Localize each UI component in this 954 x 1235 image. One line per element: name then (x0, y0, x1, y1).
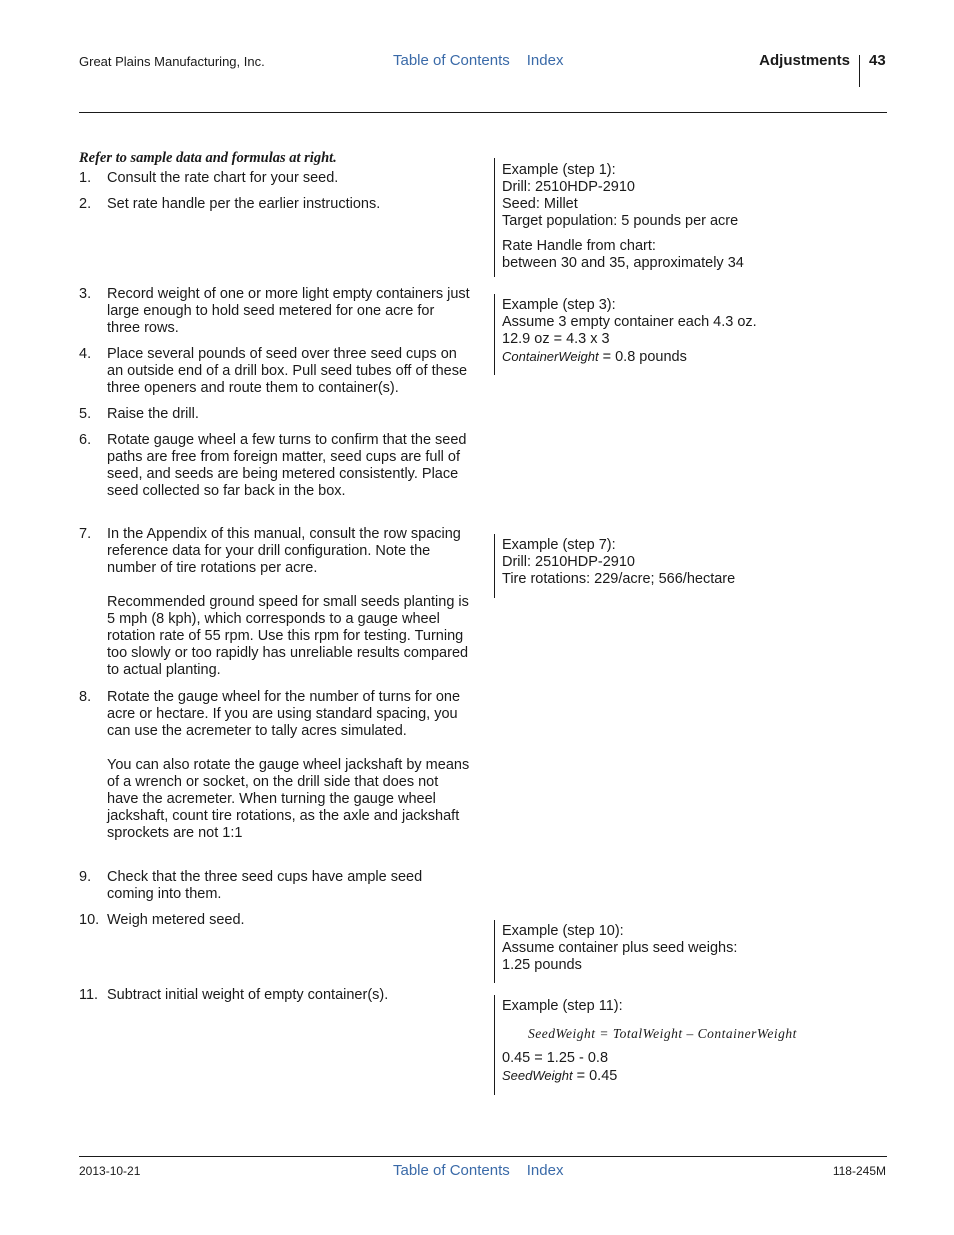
document-number: 118-245M (832, 1164, 886, 1178)
step-number: 5. (79, 406, 92, 422)
step-text: Place several pounds of seed over three seed cups on an outside end of a drill box. Pull seed tubes off of these three openers and route them to container(s). (107, 346, 468, 396)
step-text: Consult the rate chart for your seed. (107, 170, 339, 186)
example-calculation: 0.45 = 1.25 - 0.8 (502, 1050, 609, 1066)
example-rate-value: between 30 and 35, approximately 34 (502, 255, 744, 271)
step-text: Recommended ground speed for small seeds planting is 5 mph (8 kph), which corresponds to a gauge wheel rotation rate of 55 rpm. Use this rpm for testing. Turning too slowly or too rapidly has unreliable results compared to actual planting. (107, 594, 469, 678)
step-text: Record weight of one or more light empty containers just large enough to hold seed metered for one acre for three rows. (107, 286, 470, 336)
example-line: 12.9 oz = 4.3 x 3 (502, 331, 610, 347)
header-nav (393, 52, 563, 69)
example-title: Example (step 3): (502, 297, 616, 313)
step-text: Rotate gauge wheel a few turns to confirm that the seed paths are free from foreign matter, seed cups are full of seed, and seeds are being metered consistently. Place seed collected so far back in the box. (107, 432, 467, 499)
variable-name: SeedWeight (502, 1068, 573, 1083)
example-result (502, 1067, 874, 1085)
step-number: 10. (79, 912, 100, 928)
example-title: Example (step 10): (502, 923, 624, 939)
company-name: Great Plains Manufacturing, Inc. (79, 54, 265, 69)
example-line: Assume 3 empty container each 4.3 oz. (502, 314, 757, 330)
step-number: 9. (79, 869, 92, 885)
example-drill: Drill: 2510HDP-2910 (502, 554, 635, 570)
step-5 (79, 406, 471, 423)
step-9 (79, 869, 471, 903)
example-step-1 (494, 158, 874, 277)
step-4 (79, 346, 471, 397)
header-divider (859, 55, 860, 87)
step-8 (79, 689, 471, 842)
section-title: Adjustments (759, 52, 850, 69)
header-toc-link[interactable]: Table of Contents (393, 52, 510, 69)
step-6 (79, 432, 471, 500)
example-step-3 (494, 294, 874, 375)
lead-instruction: Refer to sample data and formulas at right. (79, 150, 337, 166)
example-line: Assume container plus seed weighs: (502, 940, 738, 956)
result-value: = 0.8 pounds (598, 349, 687, 365)
result-value: = 0.45 (572, 1068, 618, 1084)
example-step-7 (494, 534, 874, 598)
step-number: 7. (79, 526, 92, 542)
step-number: 11. (79, 987, 99, 1003)
example-line: 1.25 pounds (502, 957, 582, 973)
step-number: 4. (79, 346, 92, 362)
step-number: 3. (79, 286, 92, 302)
step-text: In the Appendix of this manual, consult the row spacing reference data for your drill configuration. Note the number of tire rotations per acre. (107, 526, 461, 576)
example-title: Example (step 7): (502, 537, 616, 553)
example-rate-label: Rate Handle from chart: (502, 238, 656, 254)
page-number: 43 (869, 52, 886, 69)
step-2 (79, 196, 471, 213)
step-1 (79, 170, 471, 187)
example-title: Example (step 11): (502, 998, 623, 1014)
footer-nav (393, 1162, 563, 1179)
step-7 (79, 526, 471, 679)
variable-name: ContainerWeight (502, 349, 599, 364)
step-text: You can also rotate the gauge wheel jackshaft by means of a wrench or socket, on the drill side that does not have the acremeter. When turning the gauge wheel jackshaft, count tire rotations, as the axle and jackshaft sprockets are not 1:1 (107, 757, 470, 841)
example-target: Target population: 5 pounds per acre (502, 213, 739, 229)
step-text: Check that the three seed cups have ample seed coming into them. (107, 869, 423, 902)
example-drill: Drill: 2510HDP-2910 (502, 179, 635, 195)
example-step-11 (494, 995, 874, 1095)
footer-rule (79, 1156, 887, 1157)
header-rule (79, 112, 887, 113)
footer-index-link[interactable]: Index (526, 1162, 564, 1179)
step-text: Weigh metered seed. (107, 912, 245, 928)
step-text: Rotate the gauge wheel for the number of turns for one acre or hectare. If you are using standard spacing, you can use the acremeter to tally acres simulated. (107, 689, 461, 739)
step-number: 8. (79, 689, 92, 705)
header-index-link[interactable]: Index (526, 52, 564, 69)
example-step-10 (494, 920, 874, 983)
step-11 (79, 987, 471, 1004)
step-number: 6. (79, 432, 92, 448)
example-title: Example (step 1): (502, 162, 616, 178)
footer-date: 2013-10-21 (79, 1164, 141, 1178)
example-seed: Seed: Millet (502, 196, 578, 212)
footer-toc-link[interactable]: Table of Contents (393, 1162, 510, 1179)
step-text: Set rate handle per the earlier instructions. (107, 196, 381, 212)
step-text: Subtract initial weight of empty container(s). (107, 987, 389, 1003)
step-number: 1. (79, 170, 92, 186)
formula: SeedWeight = TotalWeight – ContainerWeight (528, 1026, 797, 1041)
step-3 (79, 286, 471, 337)
example-result (502, 348, 874, 366)
step-number: 2. (79, 196, 92, 212)
example-rotations: Tire rotations: 229/acre; 566/hectare (502, 571, 736, 587)
step-10 (79, 912, 471, 929)
step-text: Raise the drill. (107, 406, 199, 422)
